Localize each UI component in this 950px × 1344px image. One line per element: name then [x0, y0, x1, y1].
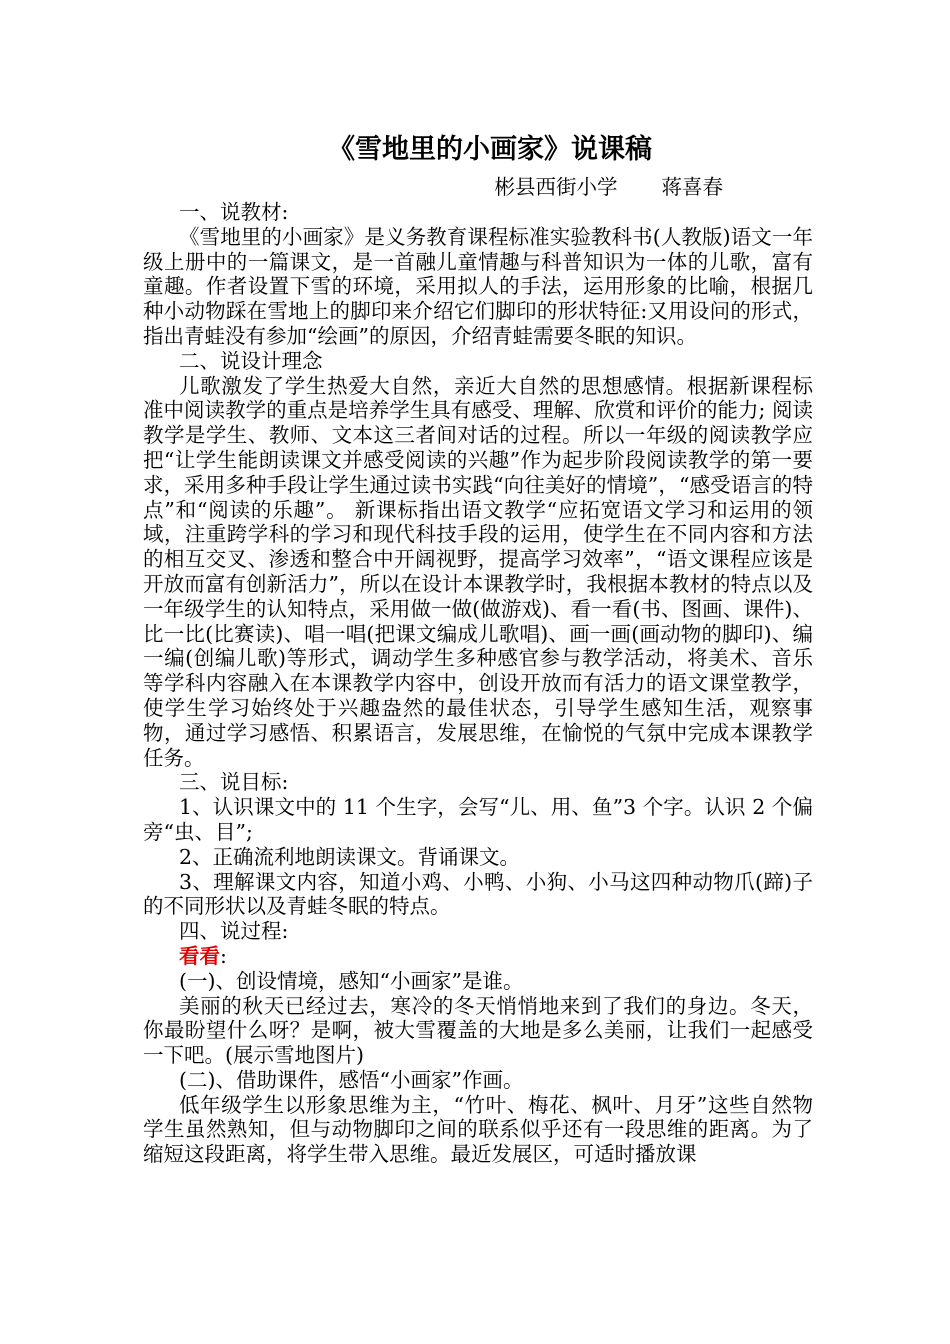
objective-1: 1、认识课文中的 11 个生字，会写“儿、用、鱼”3 个字。认识 2 个偏旁“虫、目”; — [143, 795, 813, 844]
section-3-heading: 三、说目标: — [179, 770, 289, 795]
section-2-paragraph: 儿歌激发了学生热爱大自然，亲近大自然的思想感情。根据新课程标准中阅读教学的重点是培养学生具有感受、理解、欣赏和评价的能力; 阅读教学是学生、教师、文本这三者间对话的过程。所以一年级的阅读教学应把“让学生能朗读课文并感受阅读的兴趣”作为起步阶段阅读教学的第一要求，采用多种手段让学生通过读书实践“向往美好的情境”，“感受语言的特点”和“阅读的乐趣”。 新课标指出语文教学“应拓宽语文学习和运用的领域，注重跨学科的学习和现代科技手段的运用，使学生在不同内容和方法的相互交叉、渗透和整合中开阔视野，提高学习效率”，“语文课程应该是开放而富有创新活力”，所以在设计本课教学时，我根据本教材的特点以及一年级学生的认知特点，采用做一做(做游戏)、看一看(书、图画、课件)、比一比(比赛读)、唱一唱(把课文编成儿歌唱)、画一画(画动物的脚印)、编一编(创编儿歌)等形式，调动学生多种感官参与教学活动，将美术、音乐等学科内容融入在本课教学内容中，创设开放而有活力的语文课堂教学，使学生学习始终处于兴趣盎然的最佳状态，引导学生感知生活，观察事物，通过学习感悟、积累语言，发展思维，在愉悦的气氛中完成本课教学任务。 — [143, 373, 813, 770]
document-title: 《雪地里的小画家》说课稿 — [328, 134, 652, 165]
section-4-heading: 四、说过程: — [179, 919, 289, 944]
kankan-label: 看看 — [179, 943, 220, 968]
document-page — [143, 128, 813, 1167]
section-1-paragraph: 《雪地里的小画家》是义务教育课程标准实验教科书(人教版)语文一年级上册中的一篇课文，是一首融儿童情趣与科普知识为一体的儿歌，富有童趣。作者设置下雪的环境，采用拟人的手法，运用形象的比喻，根据几种小动物踩在雪地上的脚印来介绍它们脚印的形状特征:又用设问的形式，指出青蛙没有参加“绘画”的原因，介绍青蛙需要冬眠的知识。 — [143, 224, 813, 348]
step-2-heading: (二)、借助课件，感悟“小画家”作画。 — [179, 1067, 524, 1092]
kankan-line — [143, 944, 813, 969]
section-2-heading: 二、说设计理念 — [179, 348, 323, 373]
objective-3: 3、理解课文内容，知道小鸡、小鸭、小狗、小马这四种动物爪(蹄)子的不同形状以及青蛙冬眠的特点。 — [143, 869, 813, 919]
kankan-colon: : — [220, 943, 227, 968]
step-1-heading: (一)、创设情境，感知“小画家”是谁。 — [179, 968, 524, 993]
step-2-paragraph: 低年级学生以形象思维为主，“竹叶、梅花、枫叶、月牙”这些自然物学生虽然熟知，但与动物脚印之间的联系似乎还有一段思维的距离。为了缩短这段距离，将学生带入思维。最近发展区，可适时播放课 — [143, 1092, 813, 1167]
objective-2: 2、正确流利地朗读课文。背诵课文。 — [179, 844, 521, 869]
author-line — [143, 174, 813, 200]
step-1-paragraph: 美丽的秋天已经过去，寒冷的冬天悄悄地来到了我们的身边。冬天，你最盼望什么呀？是啊，被大雪覆盖的大地是多么美丽，让我们一起感受一下吧。(展示雪地图片) — [143, 993, 813, 1068]
author-name: 蒋喜春 — [661, 175, 723, 199]
section-1-heading: 一、说教材: — [179, 200, 289, 224]
author-school: 彬县西街小学 — [494, 175, 618, 199]
